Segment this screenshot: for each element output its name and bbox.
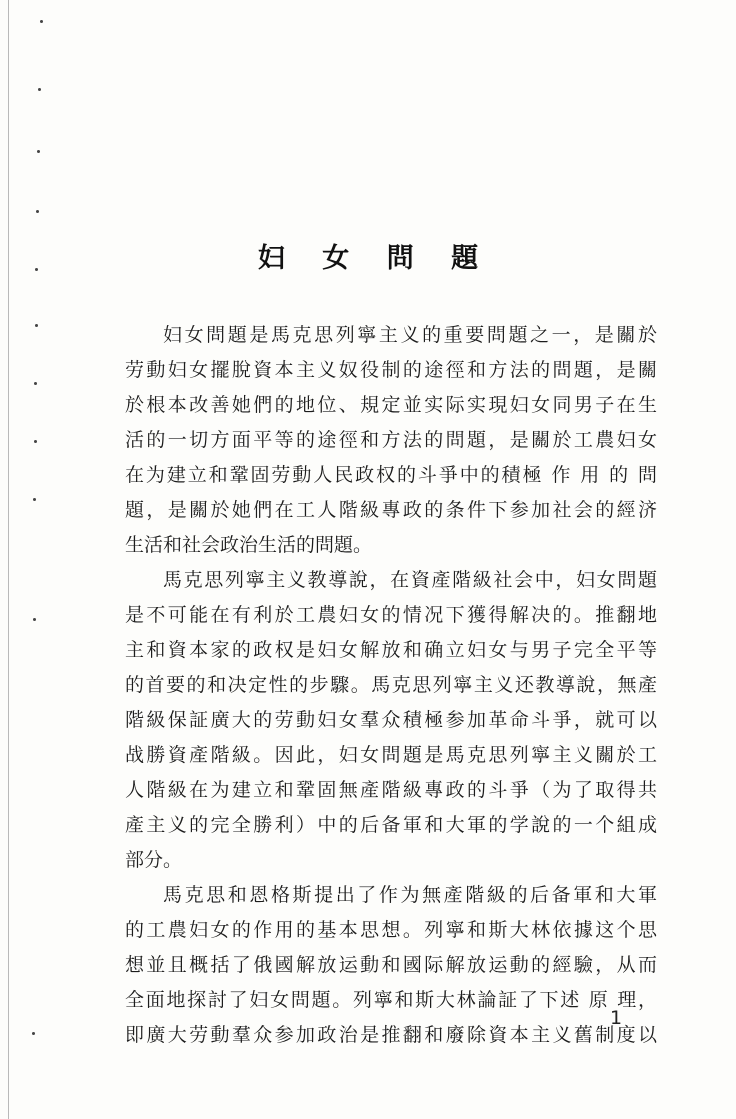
text-line: 的工農妇女的作用的基本思想。列寧和斯大林依據这个思 <box>125 919 657 941</box>
scan-speck <box>40 20 43 23</box>
paragraph-1 <box>125 318 657 563</box>
page-edge-line <box>8 0 9 1119</box>
scan-speck <box>38 88 41 91</box>
text-line: 人階級在为建立和鞏固無產階級專政的斗爭（为了取得共 <box>125 779 657 801</box>
text-line: 劳動妇女擺脫資本主义奴役制的途徑和方法的問題，是關 <box>125 359 657 381</box>
text-line: 階級保証廣大的劳動妇女羣众積極参加革命斗爭，就可以 <box>125 709 657 731</box>
body-text <box>125 318 657 1053</box>
text-line: 生活和社会政治生活的問題。 <box>125 534 373 556</box>
scan-speck <box>33 498 36 501</box>
scan-speck <box>32 1032 35 1035</box>
text-line: 即廣大劳動羣众参加政治是推翻和廢除資本主义舊制度以 <box>125 1024 657 1046</box>
text-line: 在为建立和鞏固劳動人民政权的斗爭中的積極 作 用 的 問 <box>125 464 657 486</box>
paragraph-3 <box>125 878 657 1053</box>
text-line: 主和資本家的政权是妇女解放和确立妇女与男子完全平等 <box>125 639 657 661</box>
text-line: 題，是關於她們在工人階級專政的条件下参加社会的經济 <box>125 499 657 521</box>
text-line: 馬克思列寧主义教導說，在資產階級社会中，妇女問題 <box>163 569 657 591</box>
scan-speck <box>34 382 37 385</box>
text-line: 於根本改善她們的地位、規定並实际实現妇女同男子在生 <box>125 394 657 416</box>
scan-speck <box>34 440 37 443</box>
scan-speck <box>36 210 39 213</box>
scan-speck <box>37 150 40 153</box>
text-line: 战勝資產階級。因此，妇女問題是馬克思列寧主义關於工 <box>125 744 657 766</box>
text-line: 馬克思和恩格斯提出了作为無產階級的后备軍和大軍 <box>163 884 657 906</box>
text-line: 產主义的完全勝利）中的后备軍和大軍的学說的一个組成 <box>125 814 657 836</box>
text-line: 想並且概括了俄國解放运動和國际解放运動的經驗，从而 <box>125 954 657 976</box>
scan-speck <box>35 324 38 327</box>
text-line: 部分。 <box>125 849 183 871</box>
paragraph-2 <box>125 563 657 878</box>
text-line: 全面地探討了妇女問題。列寧和斯大林論証了下述 原 理， <box>125 989 657 1011</box>
page-title: 妇 女 問 題 <box>257 243 493 274</box>
text-line: 的首要的和决定性的步驟。馬克思列寧主义还教導說，無產 <box>125 674 657 696</box>
scan-speck <box>33 618 36 621</box>
text-line: 活的一切方面平等的途徑和方法的問題，是關於工農妇女 <box>125 429 657 451</box>
page-number: 1 <box>610 1007 623 1029</box>
text-line: 妇女問題是馬克思列寧主义的重要問題之一，是關於 <box>163 324 657 346</box>
text-line: 是不可能在有利於工農妇女的情况下獲得解决的。推翻地 <box>125 604 657 626</box>
